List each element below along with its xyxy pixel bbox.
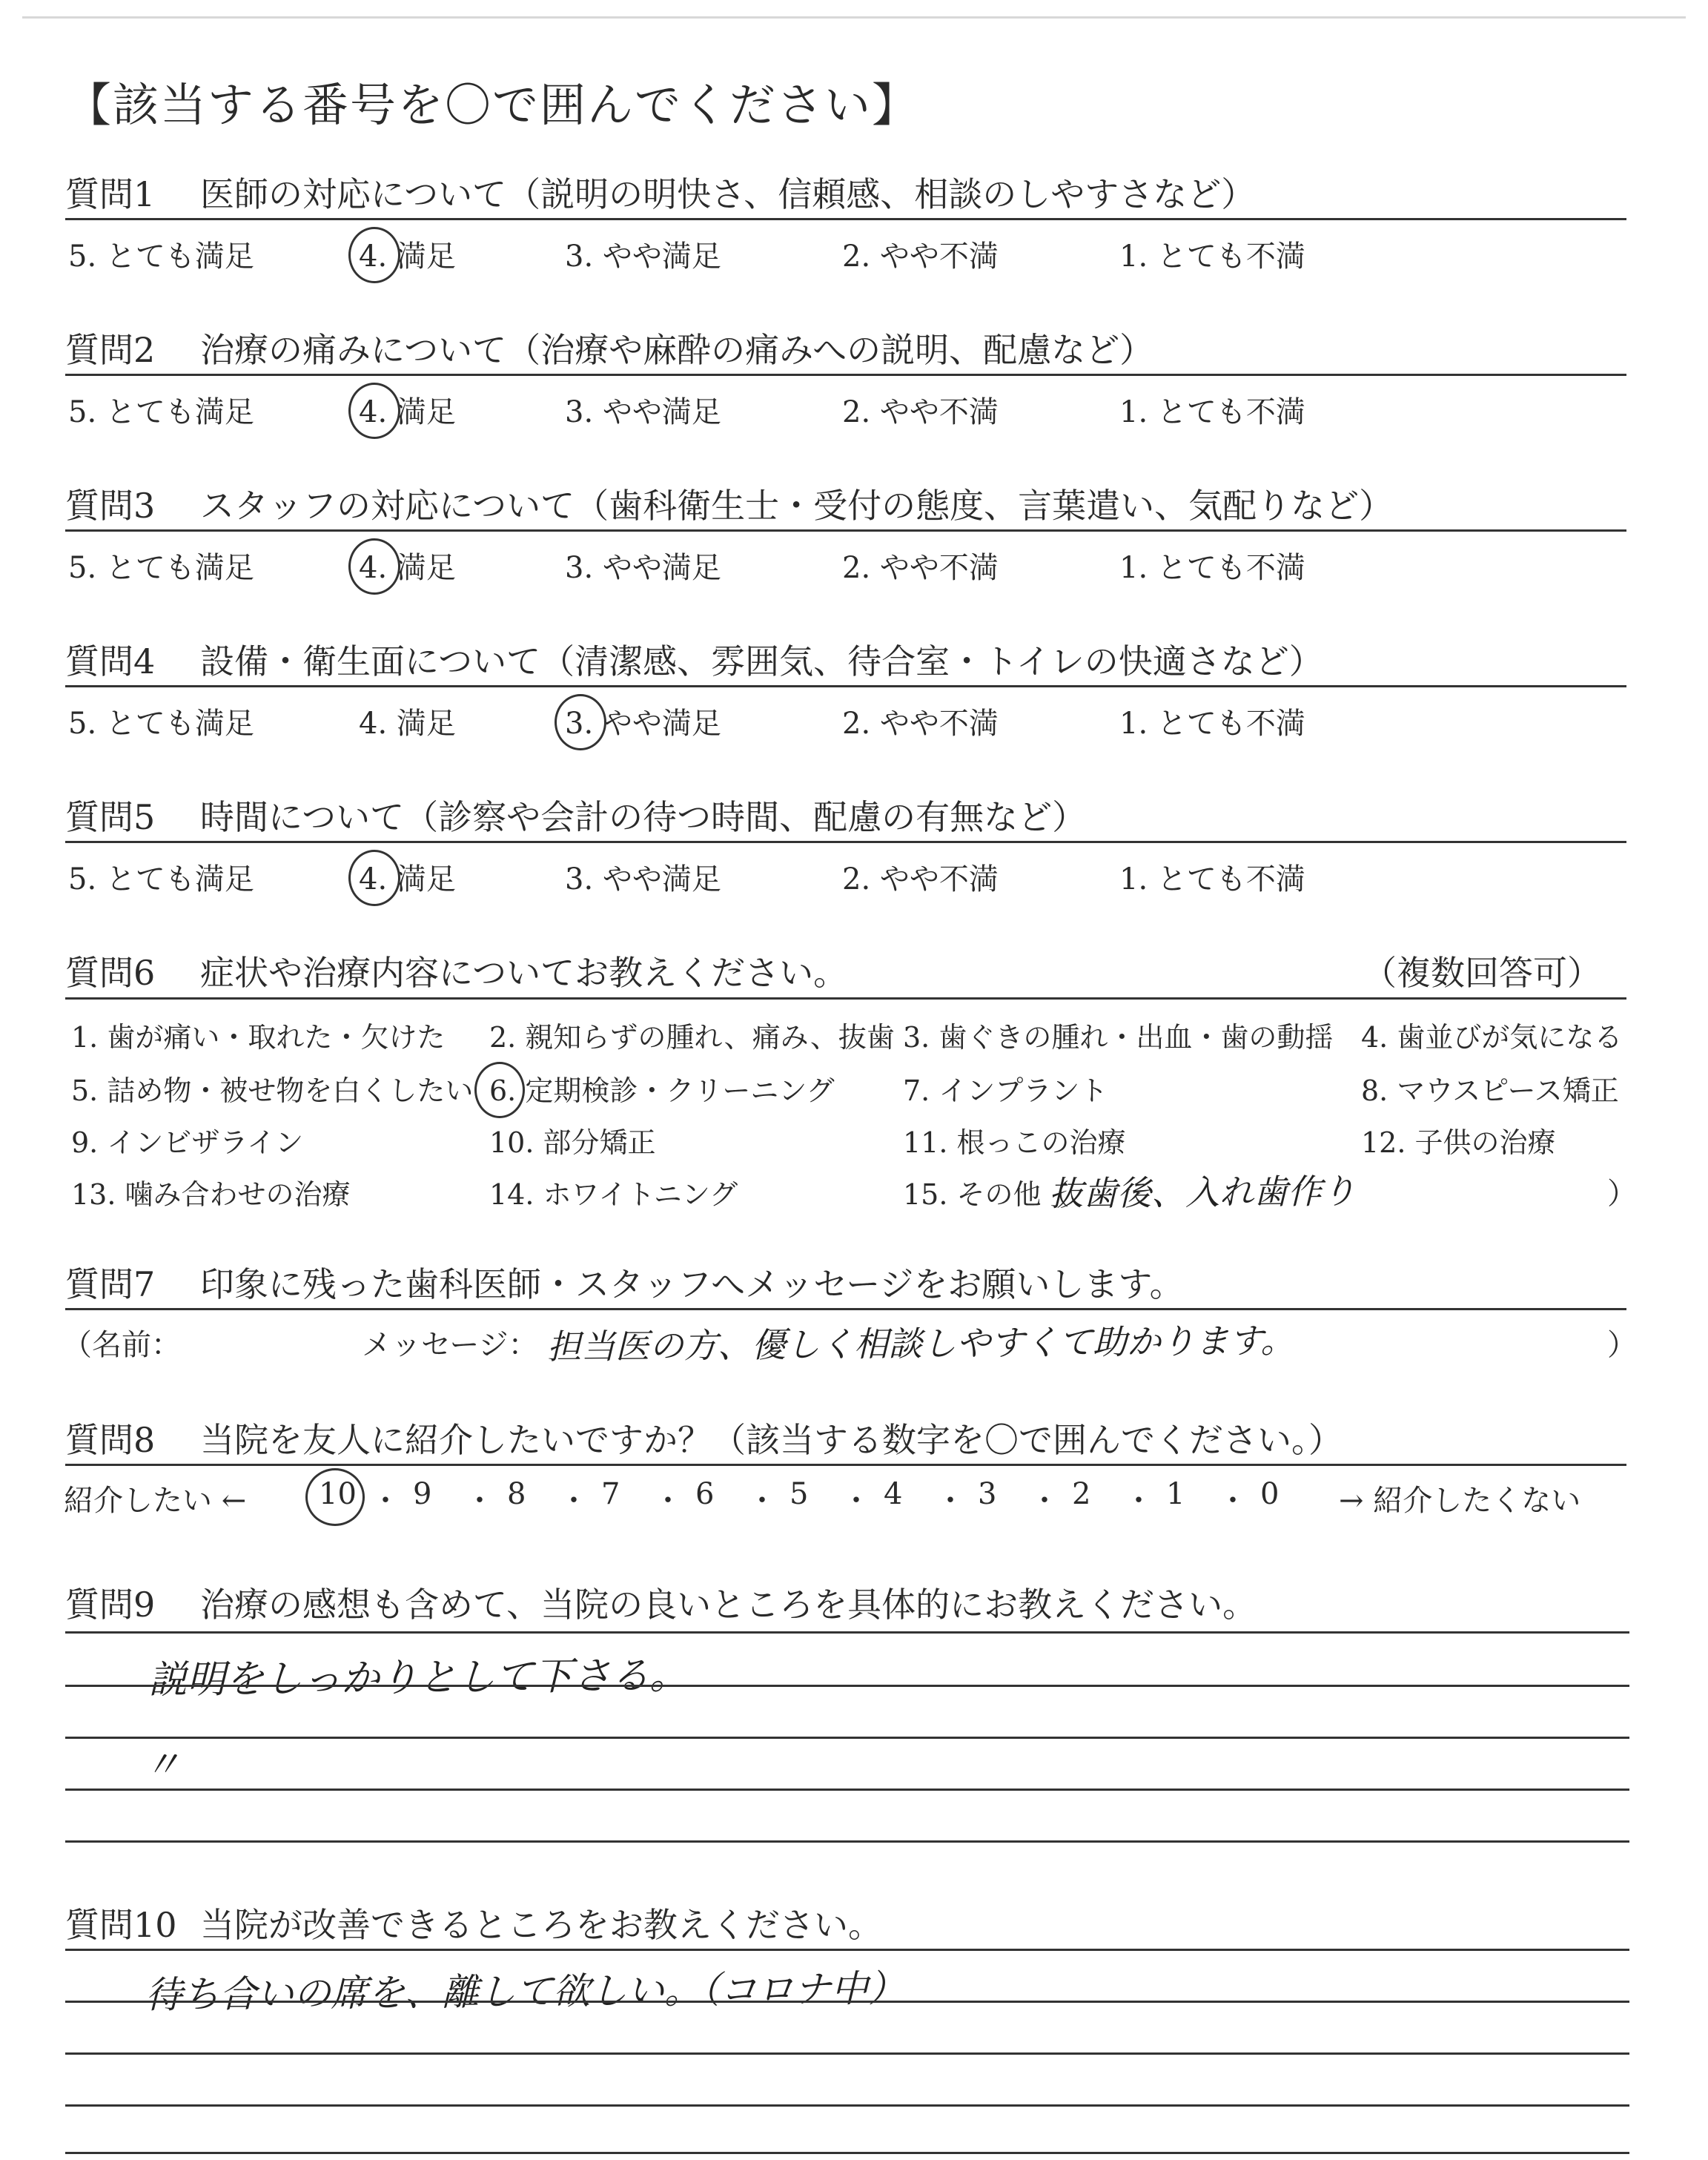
page-title: 【該当する番号を〇で囲んでください】 (65, 78, 920, 132)
q7-rule (65, 1308, 1626, 1310)
q3-text: スタッフの対応について（歯科衛生士・受付の態度、言葉遣い、気配りなど） (200, 486, 1394, 526)
q6-option[interactable]: 2. 親知らずの腫れ、痛み、抜歯 (489, 1021, 895, 1054)
q8-scale-value[interactable]: 5 (790, 1477, 809, 1511)
q2-number: 質問2 (65, 330, 156, 370)
q5-rule (65, 841, 1626, 843)
q6-selected-circle[interactable] (474, 1062, 525, 1118)
q9-line-4 (65, 1789, 1629, 1791)
q5-text: 時間について（診察や会計の待つ時間、配慮の有無など） (200, 797, 1087, 837)
q1-text: 医師の対応について（説明の明快さ、信頼感、相談のしやすさなど） (200, 174, 1256, 214)
q8-scale-value[interactable]: 0 (1260, 1477, 1280, 1511)
q3-option[interactable]: 3. やや満足 (565, 551, 721, 585)
q4-option[interactable]: 1. とても不満 (1119, 707, 1305, 741)
q6-option[interactable]: 5. 詰め物・被せ物を白くしたい (71, 1074, 474, 1107)
q8-selected-circle[interactable] (305, 1468, 365, 1526)
q2-option[interactable]: 1. とても不満 (1119, 395, 1305, 429)
q8-number: 質問8 (65, 1420, 156, 1460)
q1-option[interactable]: 4. 満足 (359, 240, 456, 274)
q3-heading (65, 479, 1393, 528)
q6-option[interactable]: 1. 歯が痛い・取れた・欠けた (71, 1021, 446, 1054)
q2-heading (65, 323, 1153, 372)
q3-selected-circle[interactable] (348, 538, 400, 595)
q1-option[interactable]: 1. とても不満 (1119, 240, 1305, 274)
q3-option[interactable]: 2. やや不満 (842, 551, 999, 585)
q8-scale-value[interactable]: 1 (1166, 1477, 1185, 1511)
q6-other-handwritten: 抜歯後、入れ歯作り (1048, 1171, 1357, 1214)
q7-number: 質問7 (65, 1264, 156, 1304)
q6-note: （複数回答可） (1363, 953, 1601, 993)
q4-number: 質問4 (65, 641, 156, 681)
q8-scale-value[interactable]: 8 (507, 1477, 526, 1511)
q8-left-label: 紹介したい ← (64, 1484, 247, 1518)
q9-line-5 (65, 1840, 1629, 1843)
q3-option[interactable]: 1. とても不満 (1119, 551, 1305, 585)
q2-option[interactable]: 3. やや満足 (565, 395, 721, 429)
q6-option[interactable]: 7. インプラント (903, 1074, 1108, 1107)
q7-message-label: メッセージ： (362, 1328, 538, 1362)
q10-line-1 (65, 1949, 1629, 1951)
q6-option[interactable]: 12. 子供の治療 (1361, 1126, 1556, 1159)
q10-line-2 (65, 2001, 1629, 2003)
q3-number: 質問3 (65, 486, 156, 526)
q9-heading (65, 1578, 1257, 1627)
q5-option[interactable]: 4. 満足 (359, 862, 456, 896)
q6-rule (65, 997, 1626, 1000)
q6-text: 症状や治療内容についてお教えください。 (200, 953, 848, 993)
q5-option[interactable]: 1. とても不満 (1119, 862, 1305, 896)
q9-ditto-mark: 〃 (143, 1743, 182, 1787)
q8-rule (65, 1464, 1626, 1466)
q4-option[interactable]: 4. 満足 (359, 707, 456, 741)
q4-rule (65, 685, 1626, 687)
q10-number: 質問10 (65, 1905, 177, 1945)
q6-option[interactable]: 11. 根っこの治療 (903, 1126, 1126, 1159)
q8-scale-separator: ・ (936, 1484, 965, 1518)
q4-text: 設備・衛生面について（清潔感、雰囲気、待合室・トイレの快適さなど） (200, 641, 1323, 681)
q2-option[interactable]: 4. 満足 (359, 395, 456, 429)
q1-number: 質問1 (65, 174, 156, 214)
q1-option[interactable]: 5. とても満足 (68, 240, 254, 274)
q7-close: ） (1607, 1328, 1637, 1362)
q4-selected-circle[interactable] (555, 694, 606, 750)
q7-text: 印象に残った歯科医師・スタッフへメッセージをお願いします。 (200, 1264, 1184, 1304)
q3-option[interactable]: 4. 満足 (359, 551, 456, 585)
q4-option[interactable]: 5. とても満足 (68, 707, 254, 741)
q10-line-3 (65, 2052, 1629, 2055)
q2-text: 治療の痛みについて（治療や麻酔の痛みへの説明、配慮など） (200, 330, 1154, 370)
q5-option[interactable]: 3. やや満足 (565, 862, 721, 896)
q10-handwritten: 待ち合いの席を、離して欲しい。（コロナ中） (145, 1966, 906, 2017)
q5-heading (65, 790, 1086, 839)
q5-selected-circle[interactable] (348, 850, 400, 906)
q8-scale-separator: ・ (1218, 1484, 1248, 1518)
q8-scale-value[interactable]: 3 (978, 1477, 997, 1511)
q8-scale-separator: ・ (1124, 1484, 1153, 1518)
q9-line-3 (65, 1737, 1629, 1739)
q1-selected-circle[interactable] (348, 227, 400, 283)
q7-heading (65, 1258, 1184, 1307)
q9-handwritten: 説明をしっかりとして下さる。 (148, 1653, 689, 1703)
q10-text: 当院が改善できるところをお教えください。 (200, 1905, 882, 1945)
q6-option[interactable]: 10. 部分矯正 (489, 1126, 656, 1159)
q4-option[interactable]: 3. やや満足 (565, 707, 721, 741)
q10-line-5 (65, 2152, 1629, 2154)
q8-scale-separator: ・ (747, 1484, 777, 1518)
q7-name-label: （名前： (62, 1328, 181, 1362)
q6-option[interactable]: 3. 歯ぐきの腫れ・出血・歯の動揺 (903, 1021, 1334, 1054)
q9-line-1 (65, 1631, 1629, 1634)
q2-option[interactable]: 2. やや不満 (842, 395, 999, 429)
q8-text: 当院を友人に紹介したいですか？（該当する数字を〇で囲んでください。） (200, 1420, 1343, 1460)
q8-heading (65, 1413, 1343, 1462)
q6-option[interactable]: 13. 噛み合わせの治療 (71, 1178, 351, 1211)
q8-scale-value[interactable]: 6 (695, 1477, 715, 1511)
q4-heading (65, 635, 1323, 684)
q5-option[interactable]: 2. やや不満 (842, 862, 999, 896)
q5-option[interactable]: 5. とても満足 (68, 862, 254, 896)
q3-rule (65, 529, 1626, 532)
q1-option[interactable]: 3. やや満足 (565, 240, 721, 274)
q8-scale-value[interactable]: 7 (601, 1477, 620, 1511)
q10-heading (65, 1898, 882, 1947)
q1-heading (65, 168, 1255, 217)
q7-message-handwritten: 担当医の方、優しく相談しやすくて助かります。 (546, 1320, 1295, 1367)
q8-scale-separator: ・ (465, 1484, 494, 1518)
q8-scale-value[interactable]: 10 (319, 1477, 357, 1511)
q9-line-2 (65, 1685, 1629, 1687)
q2-option[interactable]: 5. とても満足 (68, 395, 254, 429)
q8-right-label: → 紹介したくない (1339, 1484, 1581, 1518)
q8-scale-value[interactable]: 2 (1072, 1477, 1091, 1511)
q8-scale-separator: ・ (841, 1484, 871, 1518)
q10-line-4 (65, 2104, 1629, 2107)
q1-rule (65, 218, 1626, 220)
q4-option[interactable]: 2. やや不満 (842, 707, 999, 741)
q3-option[interactable]: 5. とても満足 (68, 551, 254, 585)
q1-option[interactable]: 2. やや不満 (842, 240, 999, 274)
q8-scale-separator: ・ (371, 1484, 400, 1518)
q6-option[interactable]: 14. ホワイトニング (489, 1178, 738, 1211)
top-border (22, 16, 1686, 19)
q6-option[interactable]: 9. インビザライン (71, 1126, 304, 1159)
q6-other-close: ） (1607, 1177, 1637, 1211)
q6-option[interactable]: 6. 定期検診・クリーニング (489, 1074, 835, 1107)
q6-number: 質問6 (65, 953, 156, 993)
q2-rule (65, 374, 1626, 376)
q2-selected-circle[interactable] (348, 383, 400, 439)
q6-heading (65, 946, 847, 995)
q8-scale-value[interactable]: 4 (884, 1477, 903, 1511)
q9-text: 治療の感想も含めて、当院の良いところを具体的にお教えください。 (200, 1585, 1257, 1625)
q8-scale-separator: ・ (559, 1484, 589, 1518)
q8-scale-separator: ・ (1030, 1484, 1059, 1518)
q6-option[interactable]: 8. マウスピース矯正 (1361, 1074, 1619, 1107)
q8-scale-separator: ・ (653, 1484, 683, 1518)
q5-number: 質問5 (65, 797, 156, 837)
q9-number: 質問9 (65, 1585, 156, 1625)
q6-option[interactable]: 4. 歯並びが気になる (1361, 1021, 1623, 1054)
q8-scale-value[interactable]: 9 (413, 1477, 432, 1511)
q6-option[interactable]: 15. その他（ (903, 1178, 1070, 1211)
